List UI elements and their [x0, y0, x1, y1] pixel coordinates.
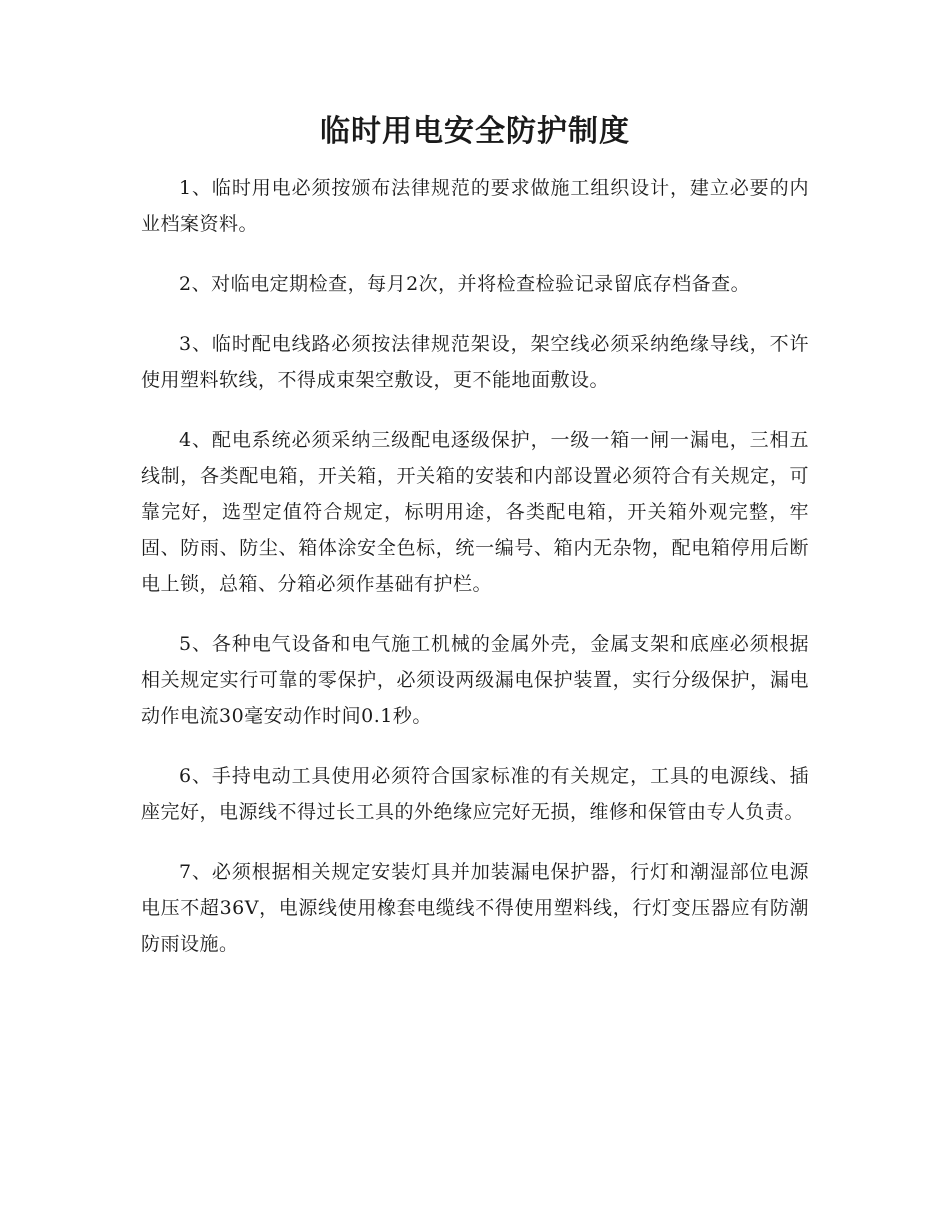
paragraph-1: 1、临时用电必须按颁布法律规范的要求做施工组织设计，建立必要的内业档案资料。 [141, 177, 809, 235]
paragraph-4: 4、配电系统必须采纳三级配电逐级保护，一级一箱一闸一漏电，三相五线制，各类配电箱，开关箱，开关箱的安装和内部设置必须符合有关规定，可靠完好，选型定值符合规定，标明用途，各类配电箱，开关箱外观完整，牢固、防雨、防尘、箱体涂安全色标，统一编号、箱内无杂物，配电箱停用后断电上锁，总箱、分箱必须作基础有护栏。 [141, 429, 809, 595]
document-title: 临时用电安全防护制度 [320, 114, 630, 149]
paragraph-2: 2、对临电定期检查，每月2次，并将检查检验记录留底存档备查。 [179, 273, 751, 295]
paragraph-6: 6、手持电动工具使用必须符合国家标准的有关规定，工具的电源线、插座完好，电源线不得过长工具的外绝缘应完好无损，维修和保管由专人负责。 [141, 765, 809, 823]
paragraph-7: 7、必须根据相关规定安装灯具并加装漏电保护器，行灯和潮湿部位电源电压不超36V，电源线使用橡套电缆线不得使用塑料线，行灯变压器应有防潮防雨设施。 [141, 861, 809, 955]
paragraph-5: 5、各种电气设备和电气施工机械的金属外壳，金属支架和底座必须根据相关规定实行可靠的零保护，必须设两级漏电保护装置，实行分级保护，漏电动作电流30毫安动作时间0.1秒。 [141, 633, 809, 727]
document-body [141, 170, 809, 986]
paragraph-3: 3、临时配电线路必须按法律规范架设，架空线必须采纳绝缘导线，不许使用塑料软线，不得成束架空敷设，更不能地面敷设。 [141, 333, 809, 391]
